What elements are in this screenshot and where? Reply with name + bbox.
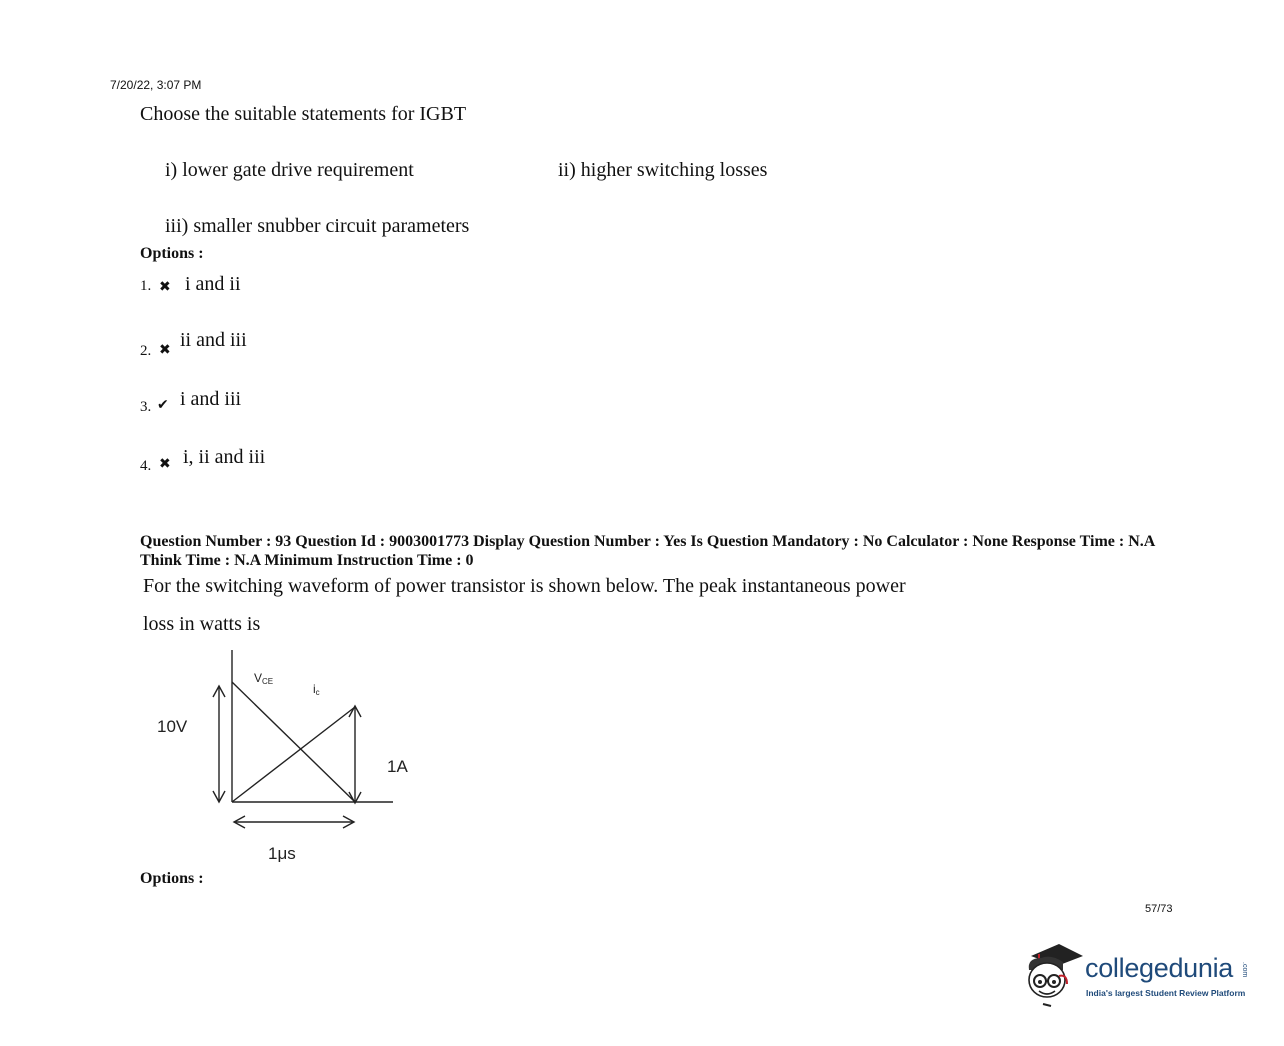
option-2-text: ii and iii xyxy=(180,329,247,351)
ic-label: ic xyxy=(313,682,320,697)
options-label-1: Options : xyxy=(140,245,204,262)
print-timestamp: 7/20/22, 3:07 PM xyxy=(110,78,202,92)
check-icon: ✔ xyxy=(157,397,169,413)
question-2-line-1: For the switching waveform of power transistor is shown below. The peak instantaneous power xyxy=(143,575,906,597)
cross-icon: ✖ xyxy=(159,456,171,472)
option-1-number: 1. xyxy=(140,278,152,294)
collegedunia-tagline: India's largest Student Review Platform xyxy=(1086,988,1246,998)
option-1[interactable] xyxy=(140,277,151,295)
time-label: 1μs xyxy=(268,844,296,863)
switching-waveform-figure xyxy=(140,645,430,875)
voltage-label: 10V xyxy=(157,717,188,736)
option-2-number: 2. xyxy=(140,343,152,359)
collegedunia-logo-text: collegedunia xyxy=(1085,953,1234,983)
page-number: 57/73 xyxy=(1145,903,1173,915)
option-4-text: i, ii and iii xyxy=(183,446,266,468)
option-2[interactable] xyxy=(140,342,151,360)
statement-iii: iii) smaller snubber circuit parameters xyxy=(165,215,470,237)
statement-ii: ii) higher switching losses xyxy=(558,159,768,181)
collegedunia-logo-suffix: .com xyxy=(1241,962,1248,978)
option-3-number: 3. xyxy=(140,399,152,415)
question-meta: Question Number : 93 Question Id : 9003001773 Display Question Number : Yes Is Question Mandatory : No Calculator : None Response Time : N.A Think Time : N.A Minimum Instruction Time : 0 xyxy=(140,533,1155,569)
option-4[interactable] xyxy=(140,457,151,475)
ic-line xyxy=(232,707,355,802)
statement-i: i) lower gate drive requirement xyxy=(165,159,414,181)
cross-icon: ✖ xyxy=(159,342,171,358)
question-2-line-2: loss in watts is xyxy=(143,613,261,635)
vce-label: VCE xyxy=(254,671,274,686)
question-1-text: Choose the suitable statements for IGBT xyxy=(140,103,467,125)
option-3[interactable] xyxy=(140,398,151,416)
current-label: 1A xyxy=(387,757,408,776)
option-1-text: i and ii xyxy=(185,273,241,295)
vce-line xyxy=(232,682,355,802)
cross-icon: ✖ xyxy=(159,279,171,295)
options-label-2: Options : xyxy=(140,870,204,887)
option-4-number: 4. xyxy=(140,458,152,474)
collegedunia-mascot-icon xyxy=(1023,940,1085,1010)
option-3-text: i and iii xyxy=(180,388,242,410)
